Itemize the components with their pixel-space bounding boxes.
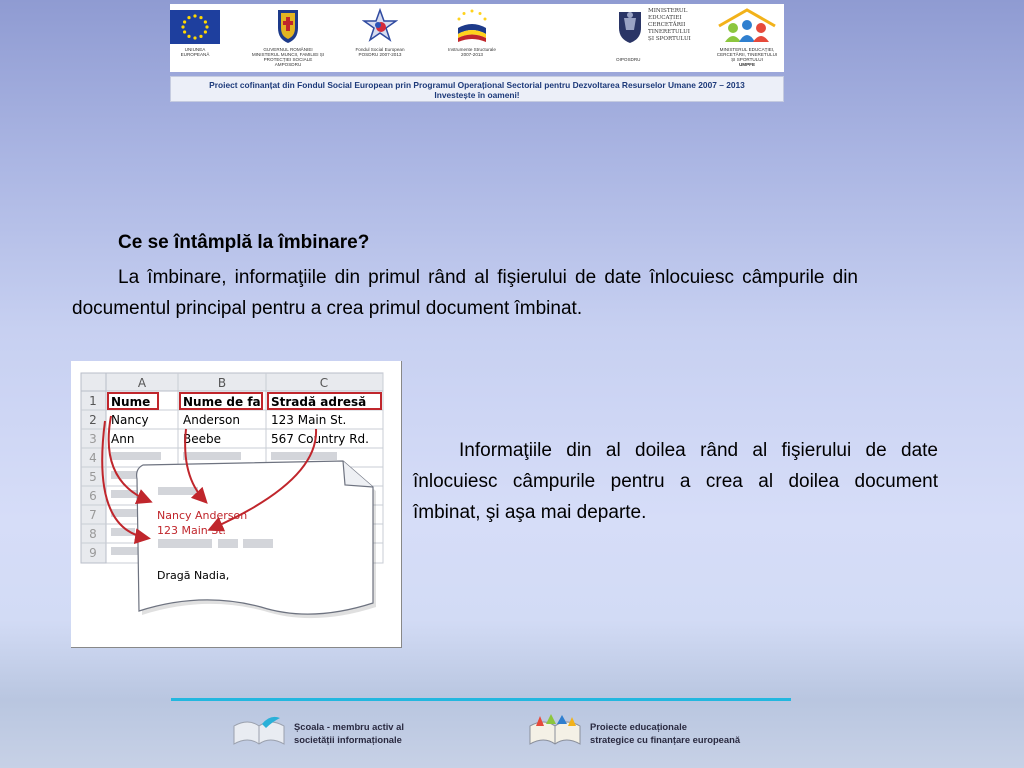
coat-of-arms-icon [274,8,302,44]
umpfe-caption-4: UMPFE [738,62,756,67]
paragraph-2: Informaţiile din al doilea rând al fişierului de date înlocuiesc câmpurile pentru a crea al doilea document îmbinat, şi aşa mai departe. [413,440,938,523]
data-cell: 123 Main St. [271,413,347,427]
umpfe-caption-3: ȘI SPORTULUI [731,57,763,62]
row-number: 9 [89,546,97,560]
ministry-caption: OIPOSDRU [616,57,641,62]
data-cell: Nancy [111,413,149,427]
slide-heading: Ce se întâmplă la îmbinare? [118,232,370,253]
open-book-icon [230,714,288,748]
eu-caption: UNIUNEA EUROPEANĂ [180,47,210,57]
ministry-name-3: CERCETĂRII [648,22,686,28]
footer-right-line1: Proiecte educaționale [590,721,687,732]
data-cell: 567 Country Rd. [271,432,369,446]
umpfe-house-icon [715,8,779,44]
col-header-b: B [217,376,227,390]
ministry-name-1: MINISTERUL [648,8,688,14]
ministry-name-4: TINERETULUI [648,29,690,35]
paragraph-1: La îmbinare, informaţiile din primul rând al fişierului de date înlocuiesc câmpurile din documentul principal pentru a crea primul document îmbinat. [72,267,858,319]
ministry-name-2: EDUCAȚIEI [648,15,682,21]
umpfe-logo [710,8,784,67]
row-number: 7 [89,508,97,522]
row-number: 3 [89,432,97,446]
eu-logo [170,10,220,57]
footer-right-text [590,720,740,746]
data-cell: Ann [111,432,135,446]
eu-flag-icon [170,10,220,44]
colorful-book-icon [526,714,584,748]
col-header-a: A [137,376,147,390]
project-banner [170,76,784,102]
umpfe-caption-1: MINISTERUL EDUCAȚIEI, [719,47,775,52]
header-cell: Nume de fa [183,395,261,409]
structural-instruments-icon [454,8,490,44]
header-cell: Nume [111,395,151,409]
gov-caption-3: PROTECȚIEI SOCIALE [263,57,313,62]
footer-left-text [294,720,404,746]
header-cell: Stradă adresă [271,395,367,409]
fse-star-icon [362,8,398,44]
merged-name-line: Nancy Anderson [157,509,248,522]
project-banner-line2: Investește în oameni! [434,90,520,100]
is-caption-2: 2007-2013 [461,52,483,57]
merged-address-line: 123 Main St. [157,524,227,537]
row-number: 4 [89,451,97,465]
footer-right-line2: strategice cu finanțare europeană [590,734,741,745]
gov-logo [248,8,328,67]
ministry-crest-icon [616,8,644,44]
ministry-name-5: ȘI SPORTULUI [648,36,691,42]
col-header-c: C [319,376,329,390]
merge-illustration [71,361,402,648]
row-number: 1 [89,394,97,408]
merged-document [137,461,376,618]
logo-band [170,4,784,72]
fse-caption-1: Fondul Social European [355,47,405,52]
footer-divider [171,698,791,701]
project-banner-line1: Proiect cofinanțat din Fondul Social European prin Programul Operațional Sectorial pentru Dezvoltarea Resurselor Umane 2007 – 2013 [209,80,745,90]
footer-left-line1: Școala - membru activ al [294,721,404,732]
footer-left-line2: societății informaționale [294,734,402,745]
data-cell: Beebe [183,432,221,446]
row-number: 5 [89,470,97,484]
is-caption-1: Instrumente Structurale [448,47,496,52]
gov-caption-4: AMPOSDRU [274,62,302,67]
row-number: 8 [89,527,97,541]
data-cell: Anderson [183,413,240,427]
merged-greeting: Dragă Nadia, [157,569,230,582]
is-logo [440,8,504,57]
fse-caption-2: POSDRU 2007-2013 [358,52,402,57]
ministry-logo [616,8,696,62]
fse-logo [350,8,410,57]
umpfe-caption-2: CERCETĂRII, TINERETULUI [716,52,778,57]
row-number: 6 [89,489,97,503]
gov-caption-1: GUVERNUL ROMÂNIEI [263,47,313,52]
merge-figure [71,361,402,648]
gov-caption-2: MINISTERUL MUNCII, FAMILIEI ȘI [251,52,325,57]
row-number: 2 [89,413,97,427]
